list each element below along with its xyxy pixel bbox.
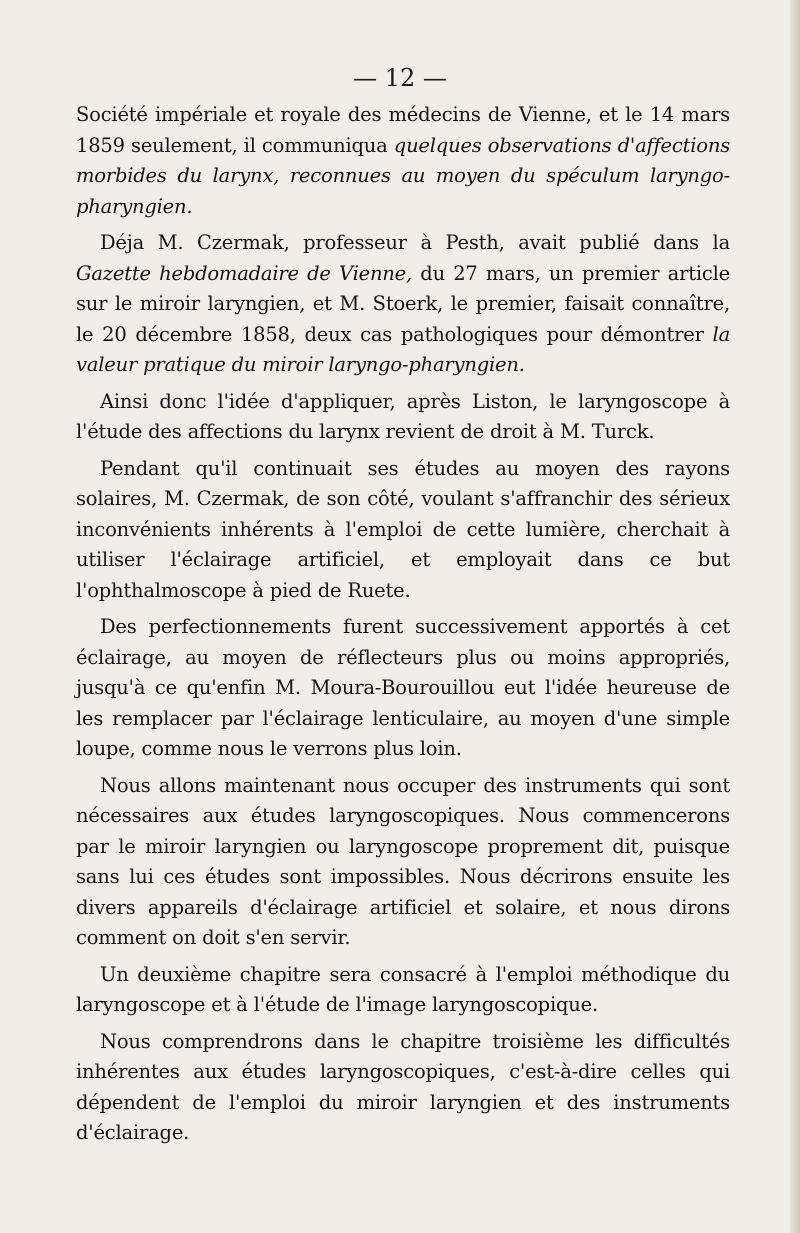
paragraph-text: Ainsi donc l'idée d'appliquer, après Liston, le laryngoscope à l'étude des affections du larynx revient de droit à M. Turck. (76, 389, 730, 443)
paragraph-text: Pendant qu'il continuait ses études au moyen des rayons solaires, M. Czermak, de son côté, voulant s'affranchir des sérieux inconvénients inhérents à l'emploi de cette lumière, cherchait à utiliser l'éclairage artificiel, et employait dans ce but l'ophthalmoscope à pied de Ruete. (76, 456, 730, 602)
paragraph (76, 612, 730, 765)
body-text (76, 100, 730, 1155)
paragraph-text: Des perfectionnements furent successivement apportés à cet éclairage, au moyen de réflecteurs plus ou moins appropriés, jusqu'à ce qu'enfin M. Moura-Bourouillou eut l'idée heureuse de les remplacer par l'éclairage lenticulaire, au moyen d'une simple loupe, comme nous le verrons plus loin. (76, 615, 730, 760)
page-number: — 12 — (353, 64, 447, 92)
paragraph-text: Nous allons maintenant nous occuper des instruments qui sont nécessaires aux études laryngoscopiques. Nous commencerons par le miroir laryngien ou laryngoscope proprement dit, puisque sans lui ces études sont impossibles. Nous décrirons ensuite les divers appareils d'éclairage artificiel et solaire, et nous dirons comment on doit s'en servir. (76, 773, 730, 949)
page-edge (790, 0, 800, 1233)
paragraph (76, 454, 730, 607)
paragraph (76, 387, 730, 448)
paragraph (76, 960, 730, 1021)
paragraph-text: Un deuxième chapitre sera consacré à l'emploi méthodique du laryngoscope et à l'étude de l'image laryngoscopique. (76, 962, 730, 1016)
paragraph (76, 228, 730, 381)
paragraph (76, 100, 730, 222)
paragraph-text: Société impériale et royale des médecins de Vienne, et le 14 mars 1859 seulement, il communiqua (76, 103, 730, 157)
paragraph (76, 1027, 730, 1149)
paragraph-text: du 27 mars, un premier article sur le miroir laryngien, et M. Stoerk, le premier, faisait connaître, le 20 décembre 1858, deux cas pathologiques pour démontrer (76, 261, 730, 346)
paragraph (76, 771, 730, 954)
paragraph-text-italic: Gazette hebdomadaire de Vienne, (76, 261, 413, 285)
paragraph-text-italic: quelques observations d'affections morbides du larynx, reconnues au moyen du spéculum laryngo-pharyngien. (76, 133, 730, 218)
paragraph-text: Nous comprendrons dans le chapitre troisième les difficultés inhérentes aux études laryngoscopiques, c'est-à-dire celles qui dépendent de l'emploi du miroir laryngien et des instruments d'éclairage. (76, 1029, 730, 1144)
paragraph-text: Déja M. Czermak, professeur à Pesth, avait publié dans la (100, 231, 730, 254)
paragraph-text-italic: la valeur pratique du miroir laryngo-pharyngien. (76, 322, 730, 376)
